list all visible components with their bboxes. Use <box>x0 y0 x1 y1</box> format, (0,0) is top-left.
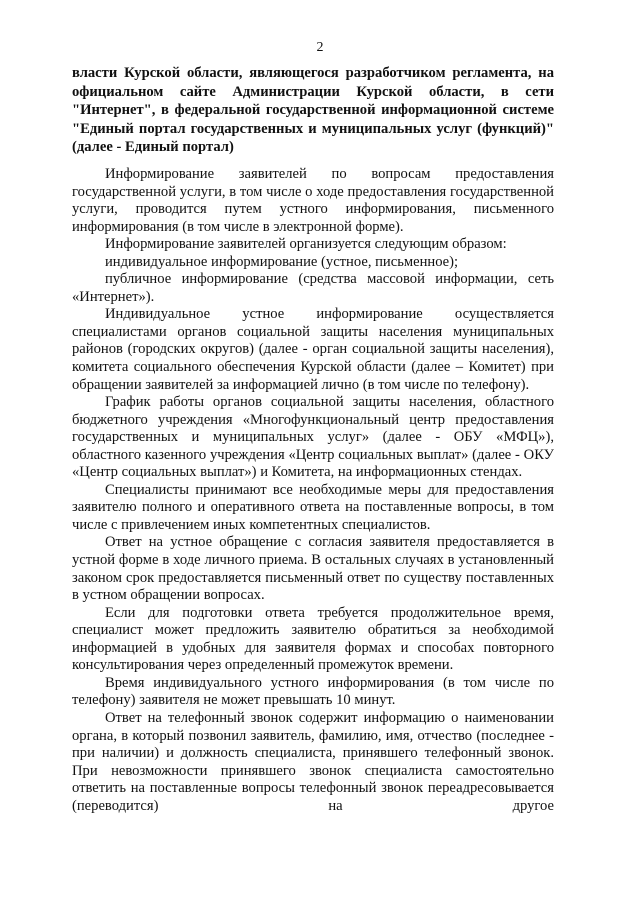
paragraph: Время индивидуального устного информирования (в том числе по телефону) заявителя не может превышать 10 минут. <box>72 674 554 709</box>
paragraph: Информирование заявителей организуется следующим образом: <box>105 236 507 253</box>
paragraph: публичное информирование (средства массовой информации, сеть «Интернет»). <box>72 271 554 305</box>
paragraph: Информирование заявителей по вопросам предоставления государственной услуги, в том числе о ходе предоставления государственной услуги, проводится путем устного информирования, письменного информирования (в том числе в электронной форме). <box>72 166 554 235</box>
paragraph: индивидуальное информирование (устное, письменное); <box>105 253 459 270</box>
paragraph: Ответ на телефонный звонок содержит информацию о наименовании органа, в который позвонил заявитель, фамилию, имя, отчество (последнее - при наличии) и должность специалиста, принявшего телефонный звонок. При невозможности принявшего звонок специалиста самостоятельно ответить на поставленные вопросы телефонный звонок переадресовывается (переводится) на другое <box>72 709 554 814</box>
paragraph: График работы органов социальной защиты населения, областного бюджетного учреждения «Многофункциональный центр предоставления государственных и муниципальных услуг» (далее - ОБУ «МФЦ»), областного казенного учреждения «Центр социальных выплат» (далее - ОКУ «Центр социальных выплат») и Комитета, на информационных стендах. <box>72 394 554 481</box>
paragraph: Ответ на устное обращение с согласия заявителя предоставляется в устной форме в ходе личного приема. В остальных случаях в установленный законом срок предоставляется письменный ответ по существу поставленных в устном обращении вопросах. <box>72 534 554 604</box>
body-text <box>72 166 554 815</box>
paragraph: Индивидуальное устное информирование осуществляется специалистами органов социальной защиты населения муниципальных районов (городских округов) (далее - орган социальной защиты населения), комитета социального обеспечения Курской области (далее – Комитет) при обращении заявителей за информацией лично (в том числе по телефону). <box>72 306 554 393</box>
paragraph: Если для подготовки ответа требуется продолжительное время, специалист может предложить заявителю обратиться за необходимой информацией в удобных для заявителя формах и способах повторного консультирования через определенный промежуток времени. <box>72 604 554 674</box>
section-heading: власти Курской области, являющегося разработчиком регламента, на официальном сайте Администрации Курской области, в сети "Интернет", в федеральной государственной информационной системе "Единый портал государственных и муниципальных услуг (функций)" (далее - Единый портал) <box>72 65 554 155</box>
page-number: 2 <box>316 40 324 55</box>
paragraph: Специалисты принимают все необходимые меры для предоставления заявителю полного и оперативного ответа на поставленные вопросы, в том числе с привлечением иных компетентных специалистов. <box>72 481 554 533</box>
